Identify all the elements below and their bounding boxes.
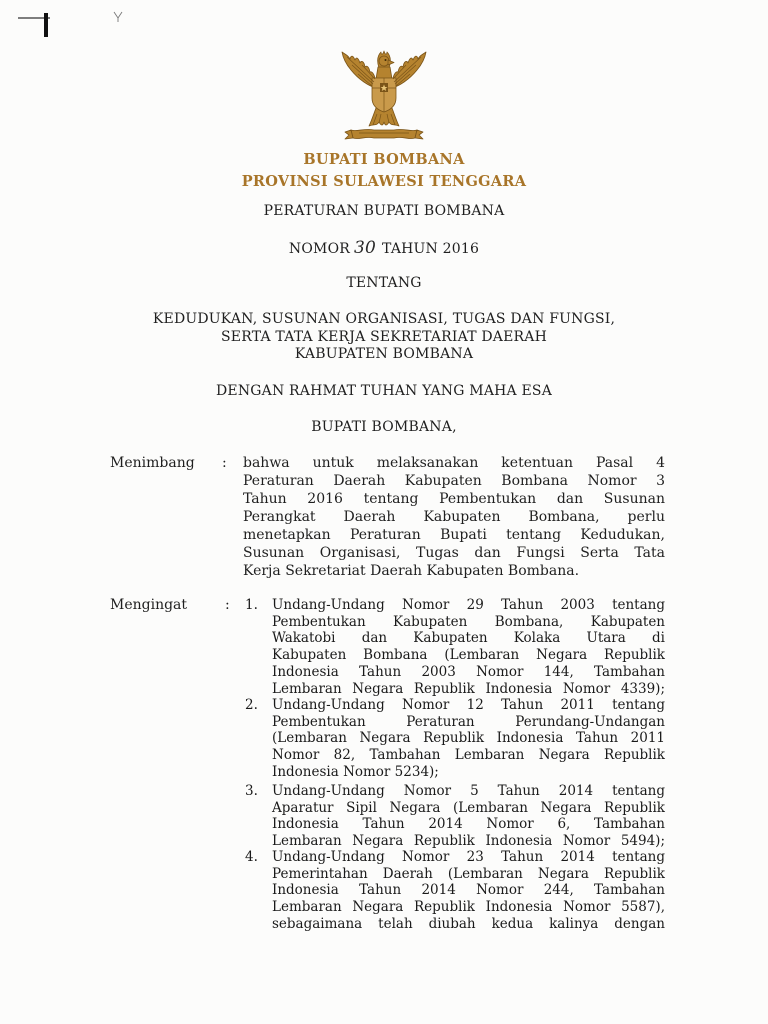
list-line: Aparatur Sipil Negara (Lembaran Negara Republik bbox=[272, 799, 665, 816]
list-line: Indonesia Tahun 2014 Nomor 244, Tambahan bbox=[272, 882, 665, 899]
list-item-text bbox=[272, 783, 665, 850]
list-number: 1. bbox=[245, 597, 258, 613]
paragraph-line: Perangkat Daerah Kabupaten Bombana, perlu bbox=[243, 509, 665, 525]
list-number: 2. bbox=[245, 697, 258, 713]
handwritten-number: 30 bbox=[354, 238, 377, 258]
list-line: Pembentukan Peraturan Perundang-Undangan bbox=[272, 713, 665, 730]
province-heading: PROVINSI SULAWESI TENGGARA bbox=[241, 173, 527, 190]
paragraph-line: menetapkan Peraturan Bupati tentang Kedudukan, bbox=[243, 527, 665, 543]
list-line: Undang-Undang Nomor 5 Tahun 2014 tentang bbox=[272, 783, 665, 799]
list-item-text bbox=[272, 697, 665, 781]
list-item-text bbox=[272, 597, 665, 697]
paragraph-line: bahwa untuk melaksanakan ketentuan Pasal 4 bbox=[243, 455, 665, 471]
paragraph-line: Peraturan Daerah Kabupaten Bombana Nomor 3 bbox=[243, 473, 665, 489]
list-line: Pembentukan Kabupaten Bombana, Kabupaten bbox=[272, 613, 665, 630]
invocation-line: DENGAN RAHMAT TUHAN YANG MAHA ESA bbox=[215, 383, 553, 399]
scan-artifact-marks bbox=[14, 6, 134, 40]
subject-line: SERTA TATA KERJA SEKRETARIAT DAERAH bbox=[220, 328, 547, 345]
paragraph-line: Kerja Sekretariat Daerah Kabupaten Bombana. bbox=[243, 563, 580, 579]
list-number: 3. bbox=[245, 783, 258, 799]
subject-line: KABUPATEN BOMBANA bbox=[294, 346, 474, 362]
paragraph-line: Susunan Organisasi, Tugas dan Fungsi Serta Tata bbox=[243, 545, 665, 561]
list-line: Lembaran Negara Republik Indonesia Nomor 5494); bbox=[272, 833, 665, 850]
list-line: Kabupaten Bombana (Lembaran Negara Republik bbox=[272, 647, 665, 664]
recalling-colon: : bbox=[225, 597, 230, 613]
list-line: Pemerintahan Daerah (Lembaran Negara Republik bbox=[272, 865, 665, 882]
list-item-text bbox=[272, 849, 665, 933]
list-line: sebagaimana telah diubah kedua kalinya dengan bbox=[272, 915, 665, 932]
list-line: Indonesia Tahun 2003 Nomor 144, Tambahan bbox=[272, 663, 665, 680]
subject-line: KEDUDUKAN, SUSUNAN ORGANISASI, TUGAS DAN FUNGSI, bbox=[152, 311, 616, 327]
number-prefix: NOMOR bbox=[288, 241, 350, 257]
list-number: 4. bbox=[245, 849, 258, 865]
garuda-emblem-icon bbox=[329, 46, 439, 146]
regent-heading: BUPATI BOMBANA bbox=[303, 151, 465, 168]
considering-label: Menimbang bbox=[110, 455, 195, 471]
list-line: (Lembaran Negara Republik Indonesia Tahun 2011 bbox=[272, 730, 665, 747]
considering-paragraph bbox=[243, 454, 665, 580]
authority-line: BUPATI BOMBANA, bbox=[311, 419, 457, 435]
about-heading: TENTANG bbox=[346, 275, 422, 291]
subject-block bbox=[0, 311, 768, 364]
list-line: Undang-Undang Nomor 23 Tahun 2014 tentang bbox=[272, 849, 665, 865]
list-line: Lembaran Negara Republik Indonesia Nomor 4339); bbox=[272, 680, 665, 697]
paragraph-line: Tahun 2016 tentang Pembentukan dan Susunan bbox=[243, 491, 665, 507]
regulation-title: PERATURAN BUPATI BOMBANA bbox=[263, 203, 505, 219]
list-line: Undang-Undang Nomor 12 Tahun 2011 tentang bbox=[272, 697, 665, 713]
list-line: Indonesia Tahun 2014 Nomor 6, Tambahan bbox=[272, 816, 665, 833]
considering-colon: : bbox=[222, 455, 227, 471]
list-line: Wakatobi dan Kabupaten Kolaka Utara di bbox=[272, 630, 665, 647]
list-line: Lembaran Negara Republik Indonesia Nomor 5587), bbox=[272, 899, 665, 916]
recalling-label: Mengingat bbox=[110, 597, 188, 613]
list-line: Undang-Undang Nomor 29 Tahun 2003 tentang bbox=[272, 597, 665, 613]
regulation-year: TAHUN 2016 bbox=[382, 241, 480, 257]
list-line: Nomor 82, Tambahan Lembaran Negara Republik bbox=[272, 747, 665, 764]
regulation-number-line bbox=[0, 239, 768, 258]
list-line: Indonesia Nomor 5234); bbox=[272, 763, 439, 780]
